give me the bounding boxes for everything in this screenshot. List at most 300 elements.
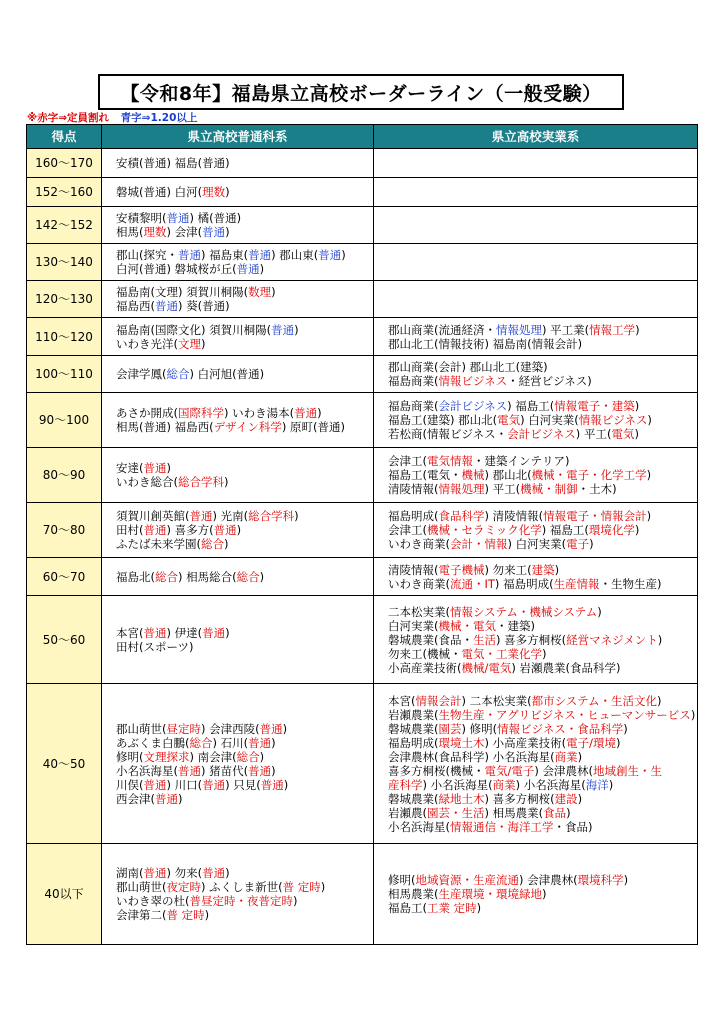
school-text: 福島西( [116, 299, 155, 313]
school-text: ) [542, 646, 547, 661]
school-text: ) 光南( [212, 509, 249, 523]
school-text: 小高産業技術( [388, 660, 462, 675]
school-text: ) [554, 562, 560, 577]
school-highlight-red: 緑地土木 [438, 791, 485, 806]
cell-line [116, 299, 373, 313]
header-general: 県立高校普通科系 [102, 125, 374, 149]
school-highlight-blue: 普通 [236, 262, 260, 276]
school-text: ) 小名浜海星( [515, 777, 586, 792]
school-text: 安積(普通) 福島(普通) [116, 156, 230, 170]
general-cell [102, 207, 374, 244]
table-row [27, 207, 698, 244]
school-text: ) [623, 721, 628, 736]
school-text: ・経営ビジネス) [507, 374, 592, 388]
cell-line [388, 323, 697, 337]
vocational-cell [374, 558, 698, 596]
school-highlight-red: 機械・セラミック化学 [427, 523, 542, 537]
cell-line [388, 482, 697, 496]
school-text: 勿来工(機械・ [388, 646, 462, 661]
school-highlight-red: 普 定時 [166, 908, 205, 922]
school-text: ) [634, 399, 640, 413]
cell-line [116, 211, 373, 225]
school-highlight-red: 経営マネジメント [566, 632, 658, 647]
school-text: ふたば未来学園( [116, 537, 201, 551]
school-highlight-blue: 会計ビジネス [438, 399, 508, 413]
school-highlight-red: 総合 [236, 749, 260, 764]
general-cell [102, 448, 374, 503]
school-text: 会津工( [388, 523, 427, 537]
general-cell [102, 318, 374, 356]
cell-line [116, 461, 373, 475]
vocational-cell [374, 393, 698, 448]
school-text: ) 福島東( [201, 248, 249, 262]
school-highlight-blue: 普通 [178, 248, 201, 262]
school-highlight-red: デザイン科学 [213, 420, 282, 434]
school-text: 福島明成( [388, 509, 439, 523]
school-text: 福島南(文理) 須賀川桐陽( [116, 285, 249, 299]
cell-line [116, 509, 373, 523]
school-text: あさか開成( [116, 406, 178, 420]
school-text: 白河実業( [388, 618, 439, 633]
school-highlight-red: 総合 [236, 569, 260, 584]
cell-line [388, 792, 697, 806]
vocational-cell [374, 244, 698, 281]
school-text: 福島商業( [388, 399, 439, 413]
table-row [27, 318, 698, 356]
cell-line [116, 626, 373, 640]
school-text: ) [647, 413, 652, 427]
cell-line [388, 633, 697, 647]
cell-line [388, 454, 697, 468]
school-highlight-red: 普通 [178, 763, 201, 778]
cell-line [388, 750, 697, 764]
cell-line [388, 722, 697, 736]
school-highlight-red: 普 定時 [282, 880, 321, 894]
table-row [27, 393, 698, 448]
school-text: 白河(普通) 磐城桜が丘( [116, 262, 237, 276]
school-text: 相馬(普通) 福島西( [116, 420, 214, 434]
school-text: ) [293, 894, 298, 908]
school-text: ) 喜多方桐桜( [496, 632, 567, 647]
cell-line [116, 866, 373, 880]
school-highlight-red: 総合 [201, 537, 224, 551]
cell-line [116, 908, 373, 922]
school-text: ) [635, 322, 640, 337]
school-text: ) 石川( [212, 735, 249, 750]
school-highlight-red: 情報通信・海洋工学 [450, 819, 554, 834]
school-text: ) [542, 887, 547, 901]
school-text: ) [271, 735, 276, 750]
school-highlight-red: 会計ビジネス [507, 427, 576, 441]
cell-line [116, 722, 373, 736]
school-text: ) 猪苗代( [201, 763, 249, 778]
school-highlight-blue: 海洋 [585, 777, 609, 792]
school-text: ) [646, 468, 652, 482]
school-highlight-red: 電気 [497, 413, 521, 427]
school-text: ) [657, 693, 662, 708]
school-text: ) 岩瀬農業(食品科学) [511, 660, 621, 675]
school-text: 郡山(探究・ [116, 248, 178, 262]
school-highlight-red: 普通 [213, 523, 237, 537]
cell-line [388, 523, 697, 537]
school-highlight-red: 電気情報 [427, 454, 473, 468]
cell-line [388, 778, 697, 792]
school-highlight-red: 電気/電子 [484, 763, 535, 778]
school-highlight-red: 普通 [248, 763, 272, 778]
school-highlight-red: 普通 [143, 866, 167, 880]
cell-line [116, 640, 373, 654]
school-text: ) 勿来工( [484, 562, 532, 577]
school-highlight-red: 園芸・生活 [427, 805, 485, 820]
school-text: ) 川口( [166, 777, 203, 792]
school-text: 小名浜海星( [116, 763, 178, 778]
cell-line [388, 605, 697, 619]
cell-line [116, 537, 373, 551]
school-text: ) ふくしま新世( [201, 880, 283, 894]
table-row [27, 356, 698, 393]
school-text: ) [634, 523, 640, 537]
school-text: 福島工(建築) 郡山北( [388, 413, 498, 427]
header-vocational: 県立高校実業系 [374, 125, 698, 149]
school-highlight-red: 産科学 [388, 777, 423, 792]
school-highlight-red: 生活 [473, 632, 496, 647]
school-text: あぶくま白鵬( [116, 735, 190, 750]
legend-red: ※赤字⇒定員割れ [27, 112, 110, 124]
school-text: ) [657, 632, 663, 647]
school-text: ・建築) [496, 618, 535, 633]
school-highlight-red: 情報会計 [415, 693, 462, 708]
vocational-cell [374, 596, 698, 684]
school-highlight-red: 商業 [492, 777, 516, 792]
school-highlight-red: 情報電子・建築 [554, 399, 635, 413]
cell-line [388, 468, 697, 482]
school-highlight-red: 食品 [543, 805, 567, 820]
school-highlight-red: 普昼定時・夜普定時 [189, 894, 293, 908]
school-highlight-red: 生産情報 [553, 576, 600, 591]
score-cell: 100～110 [27, 356, 102, 393]
school-text: 修明( [388, 873, 416, 887]
school-text: 田村(スポーツ) [116, 639, 194, 654]
school-text: ) 平工( [575, 427, 612, 441]
school-text: ) 勿来( [166, 866, 203, 880]
school-highlight-red: 商業 [554, 749, 578, 764]
school-text: ) [225, 225, 230, 239]
school-text: ) [282, 721, 288, 736]
school-highlight-red: 普通 [202, 625, 226, 640]
cell-line [388, 360, 697, 374]
school-text: ) [259, 569, 265, 584]
school-text: ) 福島工( [541, 523, 589, 537]
legend-blue: 青字⇒1.20以上 [120, 112, 198, 124]
school-text: ) [597, 604, 602, 619]
score-cell: 40以下 [27, 844, 102, 945]
school-text: ・建築インテリア) [473, 454, 570, 468]
school-text: 安積黎明( [116, 211, 167, 225]
school-text: ) 原町(普通) [281, 420, 345, 434]
general-cell [102, 558, 374, 596]
score-cell: 70～80 [27, 503, 102, 558]
school-text: ) [201, 336, 206, 351]
school-highlight-red: 普通 [202, 866, 226, 880]
school-highlight-blue: 総合 [166, 367, 190, 381]
cell-line [388, 806, 697, 820]
school-text: 福島工( [388, 901, 427, 915]
school-text: ) 平工業( [542, 322, 590, 337]
school-highlight-blue: 情報処理 [496, 322, 542, 337]
legend [27, 110, 197, 125]
school-text: ・食品) [553, 819, 593, 834]
school-text: ) 相馬農業( [484, 805, 544, 820]
school-highlight-red: 生産環境・環境緑地 [438, 887, 542, 901]
school-highlight-blue: 普通 [166, 211, 190, 225]
school-highlight-red: 園芸 [438, 721, 462, 736]
school-highlight-red: 国際科学 [178, 406, 224, 420]
school-text: ) [204, 908, 210, 922]
school-text: ) [634, 427, 639, 441]
school-highlight-red: 普通 [189, 509, 213, 523]
school-text: ) [236, 523, 242, 537]
school-highlight-red: 総合 [155, 569, 178, 584]
school-text: ・生物生産) [599, 576, 662, 591]
score-cell: 152～160 [27, 178, 102, 207]
school-text: ) [476, 901, 482, 915]
school-text: 磐城農業(食品・ [388, 632, 473, 647]
table-row [27, 244, 698, 281]
school-text: 小名浜海星( [388, 819, 450, 834]
cell-line [116, 894, 373, 908]
school-highlight-red: 機械・制御 [520, 482, 578, 496]
school-text: ) 会津農林( [534, 763, 594, 778]
cell-line [116, 420, 373, 434]
score-cell: 40～50 [27, 684, 102, 844]
school-text: ) 平工( [484, 482, 521, 496]
school-text: ) [616, 735, 621, 750]
school-text: ) 会津農林( [519, 873, 578, 887]
school-highlight-blue: 普通 [155, 299, 178, 313]
school-text: 郡山萌世( [116, 721, 167, 736]
score-cell: 110～120 [27, 318, 102, 356]
school-text: 福島北( [116, 569, 155, 584]
general-cell [102, 596, 374, 684]
school-text: ) [577, 791, 583, 806]
school-highlight-red: 数理 [248, 285, 272, 299]
school-text: ) [317, 406, 322, 420]
school-text: 修明( [116, 749, 144, 764]
school-highlight-red: 普通 [155, 791, 178, 806]
school-text: ) [294, 322, 299, 337]
cell-line [116, 367, 373, 381]
school-highlight-red: 文理探求 [143, 749, 190, 764]
cell-line [116, 156, 373, 170]
school-text: 磐城(普通) 白河( [116, 185, 203, 199]
cell-line [116, 778, 373, 792]
table-body [27, 149, 698, 945]
vocational-cell [374, 503, 698, 558]
school-text: 岩瀬農( [388, 805, 427, 820]
school-highlight-red: 普通 [294, 406, 318, 420]
cell-line [388, 901, 697, 915]
school-highlight-blue: 普通 [202, 225, 226, 239]
school-text: ) [623, 873, 629, 887]
school-highlight-red: 電気 [611, 427, 635, 441]
page-title: 【令和8年】福島県立高校ボーダーライン（一般受験） [98, 74, 624, 110]
vocational-cell [374, 207, 698, 244]
school-text: 福島工(電気・ [388, 468, 462, 482]
cell-line [116, 475, 373, 489]
cell-line [116, 185, 373, 199]
school-highlight-red: 環境化学 [588, 523, 635, 537]
school-text: 本宮( [388, 693, 416, 708]
school-text: ) 相馬総合( [178, 569, 237, 584]
cell-line [388, 736, 697, 750]
school-highlight-red: 食品科学 [438, 509, 485, 523]
school-text: ) [566, 805, 571, 820]
school-text: ) [225, 625, 230, 640]
school-highlight-red: 普通 [143, 777, 167, 792]
school-highlight-red: 生物生産・アグリビジネス・ヒューマンサービス [438, 707, 691, 722]
school-highlight-red: 文理 [178, 336, 201, 351]
cell-line [116, 792, 373, 806]
school-text: 湖南( [116, 866, 144, 880]
general-cell [102, 503, 374, 558]
school-text: ) 福島工( [507, 399, 555, 413]
school-highlight-red: 機械/電気 [461, 660, 512, 675]
table-row [27, 178, 698, 207]
school-text: 清陵情報( [388, 482, 439, 496]
cell-line [116, 764, 373, 778]
school-text: いわき翠の杜( [116, 894, 190, 908]
score-cell: 60～70 [27, 558, 102, 596]
school-text: 喜多方桐桜(機械・ [388, 763, 485, 778]
school-text: ) 福島明成( [494, 576, 554, 591]
school-highlight-red: 普通 [143, 461, 167, 475]
cell-line [388, 887, 697, 901]
cell-line [116, 523, 373, 537]
school-text: 須賀川創英館( [116, 509, 190, 523]
school-highlight-red: 総合学科 [248, 509, 295, 523]
table-row [27, 844, 698, 945]
school-highlight-red: 機械・電子・化学工学 [531, 468, 647, 482]
school-text: 福島明成( [388, 735, 439, 750]
school-highlight-blue: 普通 [271, 322, 295, 337]
school-highlight-red: 流通・IT [450, 576, 495, 591]
cell-line [388, 413, 697, 427]
vocational-cell [374, 318, 698, 356]
school-highlight-red: 電気・工業化学 [461, 646, 542, 661]
header-score: 得点 [27, 125, 102, 149]
school-highlight-red: 電子/環境 [566, 735, 617, 750]
school-highlight-red: 情報ビジネス・食品科学 [497, 721, 624, 736]
school-text: ) 会津( [166, 225, 203, 239]
school-text: ) 郡山東( [271, 248, 319, 262]
school-text: ) 清陵情報( [484, 509, 544, 523]
score-cell: 160～170 [27, 149, 102, 178]
school-text: いわき総合( [116, 475, 178, 489]
cell-line [388, 708, 697, 722]
school-highlight-red: 電子 [566, 537, 590, 551]
school-highlight-red: 理数 [202, 185, 226, 199]
cell-line [116, 248, 373, 262]
score-cell: 80～90 [27, 448, 102, 503]
school-text: ) [178, 791, 183, 806]
school-text: ) 橘(普通) [189, 211, 242, 225]
school-text: 福島商業( [388, 374, 439, 388]
school-text: ) 伊達( [166, 625, 203, 640]
school-highlight-red: 普通 [202, 777, 226, 792]
school-text: ) [271, 285, 276, 299]
general-cell [102, 244, 374, 281]
school-highlight-red: 機械 [461, 468, 485, 482]
school-text: ・土木) [577, 482, 617, 496]
school-text: ) [271, 763, 276, 778]
school-highlight-red: 理数 [143, 225, 167, 239]
school-text: ) 喜多方桐桜( [484, 791, 555, 806]
header-row [27, 125, 698, 149]
table-row [27, 684, 698, 844]
school-text: 安達( [116, 461, 144, 475]
school-text: ) 修明( [461, 721, 498, 736]
school-text: ) [294, 509, 299, 523]
school-text: ) [320, 880, 326, 894]
school-text: 郡山北工(情報技術) 福島南(情報会計) [388, 336, 583, 351]
school-text: ) 喜多方( [166, 523, 214, 537]
school-text: ) [690, 707, 696, 722]
cell-line [116, 225, 373, 239]
vocational-cell [374, 149, 698, 178]
school-text: ) [225, 185, 230, 199]
general-cell [102, 281, 374, 318]
school-text: 磐城農業( [388, 721, 439, 736]
school-text: 郡山商業(会計) 郡山北工(建築) [388, 360, 548, 374]
table-row [27, 149, 698, 178]
school-highlight-red: 建築 [531, 562, 555, 577]
cell-line [116, 337, 373, 351]
school-text: ) 白河旭(普通) [189, 367, 265, 381]
vocational-cell [374, 178, 698, 207]
school-text: 本宮( [116, 625, 144, 640]
general-cell [102, 844, 374, 945]
score-cell: 142～152 [27, 207, 102, 244]
table-row [27, 281, 698, 318]
school-highlight-blue: 普通 [318, 248, 342, 262]
cell-line [116, 262, 373, 276]
school-text: ) [646, 509, 652, 523]
school-highlight-red: 総合 [189, 735, 213, 750]
school-text: ) 小高産業技術( [484, 735, 567, 750]
general-cell [102, 178, 374, 207]
cell-line [116, 750, 373, 764]
cell-line [388, 399, 697, 413]
school-text: ) [577, 749, 583, 764]
school-text: 会津工( [388, 454, 427, 468]
school-highlight-red: 環境科学 [577, 873, 624, 887]
school-highlight-red: 夜定時 [166, 880, 201, 894]
school-highlight-red: 普通 [260, 777, 284, 792]
school-highlight-blue: 普通 [248, 248, 272, 262]
border-table [26, 124, 698, 945]
general-cell [102, 684, 374, 844]
score-cell: 50～60 [27, 596, 102, 684]
school-text: ) [225, 866, 230, 880]
school-highlight-red: 情報電子・情報会計 [543, 509, 647, 523]
school-text: 会津農林(食品科学) 小名浜海星( [388, 749, 555, 764]
school-text: ) 郡山北( [484, 468, 532, 482]
school-highlight-red: 昼定時 [166, 721, 201, 736]
cell-line [116, 406, 373, 420]
school-text: いわき商業( [388, 576, 450, 591]
school-text: ) 小名浜海星( [422, 777, 493, 792]
cell-line [388, 694, 697, 708]
